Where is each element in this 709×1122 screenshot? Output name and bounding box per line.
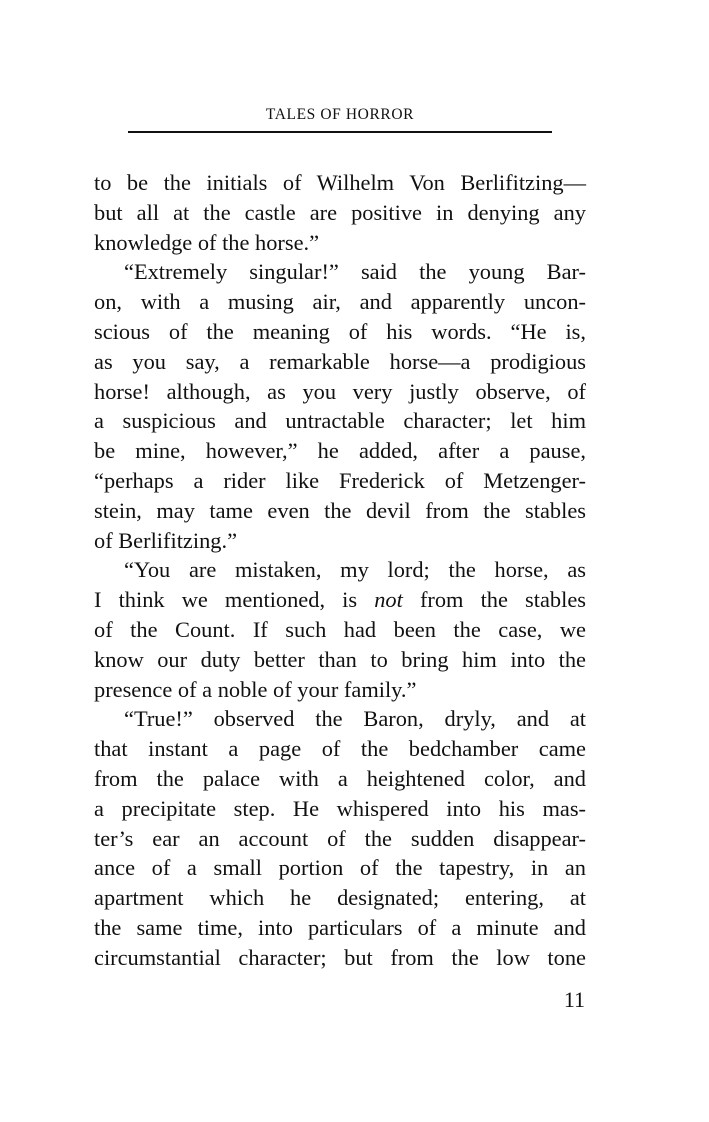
text-line: ance of a small portion of the tapestry, in an (94, 855, 586, 881)
text-line: from the palace with a heightened color, and (94, 765, 586, 791)
text-line: on, with a musing air, and apparently uncon- (94, 289, 586, 315)
text-line: knowledge of the horse.” (94, 229, 320, 255)
emphasis-not: not (374, 587, 403, 613)
text-line: circumstantial character; but from the low tone (94, 944, 586, 970)
text-line: know our duty better than to bring him into the (94, 646, 586, 672)
page-number: 11 (563, 987, 585, 1012)
running-head: TALES OF HORROR (265, 106, 415, 123)
text-line: but all at the castle are positive in denying any (94, 199, 586, 225)
text-line: of the Count. If such had been the case, we (94, 616, 586, 642)
text-line: that instant a page of the bedchamber came (94, 736, 586, 762)
text-line: “Extremely singular!” said the young Bar- (124, 259, 586, 285)
text-line: as you say, a remarkable horse—a prodigious (94, 348, 586, 374)
text-line: “You are mistaken, my lord; the horse, as (124, 557, 586, 583)
body-text (94, 168, 586, 973)
text-line: presence of a noble of your family.” (94, 676, 417, 702)
text-line: of Berlifitzing.” (94, 527, 238, 553)
text-line: be mine, however,” he added, after a pause, (94, 438, 586, 464)
text-line: “True!” observed the Baron, dryly, and at (124, 706, 586, 732)
text-line: I think we mentioned, is not from the stables (94, 587, 586, 613)
text-line: a suspicious and untractable character; let him (94, 408, 586, 434)
text-line: apartment which he designated; entering, at (94, 885, 586, 911)
text-line: stein, may tame even the devil from the stables (94, 497, 586, 523)
text-line: “perhaps a rider like Frederick of Metzenger- (94, 467, 586, 493)
text-line: horse! although, as you very justly observe, of (94, 378, 586, 404)
text-line: scious of the meaning of his words. “He is, (94, 318, 586, 344)
running-head-rule (128, 131, 552, 133)
text-line: to be the initials of Wilhelm Von Berlifitzing— (94, 170, 586, 195)
text-line: ter’s ear an account of the sudden disappear- (94, 825, 586, 851)
text-line: the same time, into particulars of a minute and (94, 914, 586, 940)
text-line: a precipitate step. He whispered into his mas- (94, 795, 586, 821)
